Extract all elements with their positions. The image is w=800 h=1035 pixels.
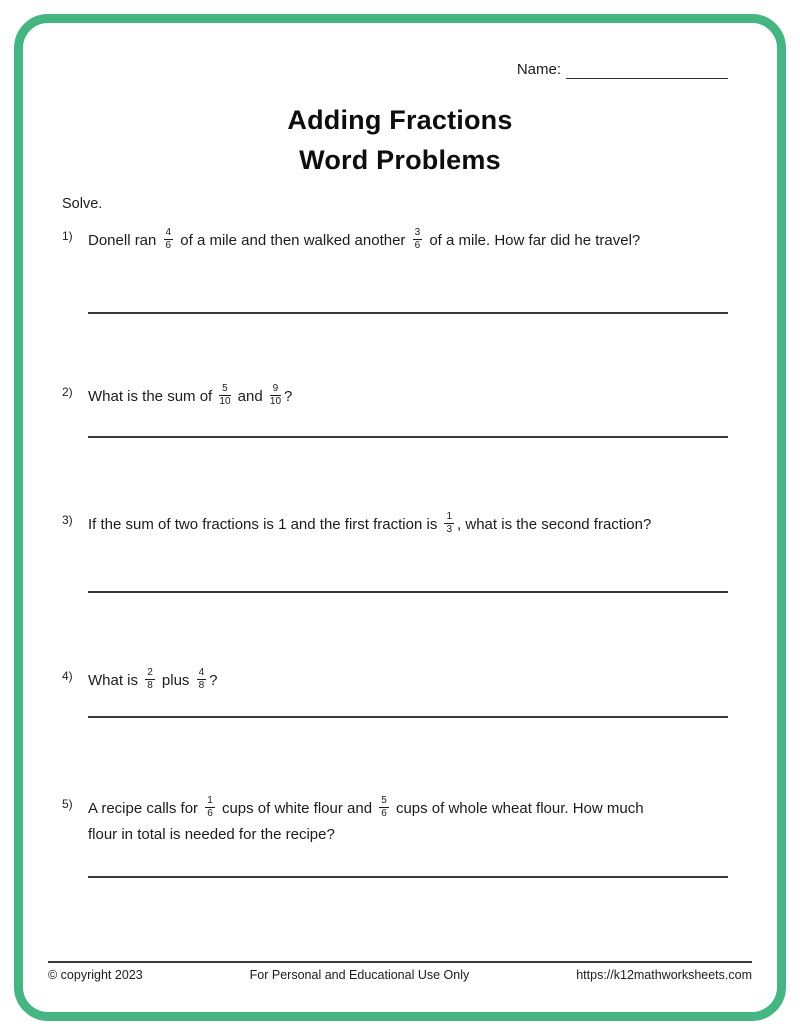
footer-copyright: © copyright 2023 xyxy=(48,968,143,982)
problem-text: Donell ran $\frac{4}{6}$ of a mile and then walked another $\frac{3}{6}$ of a mile. How far did he travel? xyxy=(88,226,641,251)
problem-number: 4) xyxy=(62,669,73,683)
answer-line[interactable] xyxy=(88,436,728,438)
title-line-2: Word Problems xyxy=(299,145,501,175)
fraction: $\frac{9}{10}$ xyxy=(269,382,282,407)
problem-number: 3) xyxy=(62,513,73,527)
problem-number: 2) xyxy=(62,385,73,399)
fraction: $\frac{4}{8}$ xyxy=(198,666,205,691)
problem-5 xyxy=(62,796,732,891)
problem-text: If the sum of two fractions is 1 and the first fraction is $\frac{1}{3}$ , what is the second fraction? xyxy=(88,510,652,535)
fraction: $\frac{1}{6}$ xyxy=(207,794,213,819)
footer-usage-note: For Personal and Educational Use Only xyxy=(249,968,470,982)
problem-number: 5) xyxy=(62,797,73,811)
fraction: $\frac{4}{6}$ xyxy=(165,226,172,251)
name-label: Name: xyxy=(516,61,561,78)
problem-text: A recipe calls for $\frac{1}{6}$ cups of white flour and $\frac{5}{6}$ cups of whole wheat flour. How much flour in total is needed for the recipe? xyxy=(88,794,644,843)
problem-2 xyxy=(62,384,732,454)
fraction: $\frac{5}{10}$ xyxy=(219,382,231,407)
answer-line[interactable] xyxy=(88,876,728,878)
problem-1 xyxy=(62,228,732,328)
answer-line[interactable] xyxy=(88,716,728,718)
fraction: $\frac{2}{8}$ xyxy=(147,666,153,691)
footer xyxy=(48,968,752,982)
problem-3 xyxy=(62,512,732,607)
title-line-1: Adding Fractions xyxy=(287,105,513,135)
answer-line[interactable] xyxy=(88,591,728,593)
problem-text: What is the sum of $\frac{5}{10}$ and $\frac{9}{10}$ ? xyxy=(88,382,293,407)
answer-line[interactable] xyxy=(88,312,728,314)
solve-instruction: Solve. xyxy=(62,196,103,212)
fraction: $\frac{1}{3}$ xyxy=(446,510,453,535)
fraction: $\frac{5}{6}$ xyxy=(381,794,387,819)
problem-text: What is $\frac{2}{8}$ plus $\frac{4}{8}$ ? xyxy=(88,666,218,691)
footer-divider xyxy=(48,961,752,963)
problem-number: 1) xyxy=(62,229,73,243)
footer-url: https://k12mathworksheets.com xyxy=(576,968,752,982)
problem-4 xyxy=(62,668,732,733)
fraction: $\frac{3}{6}$ xyxy=(414,226,421,251)
